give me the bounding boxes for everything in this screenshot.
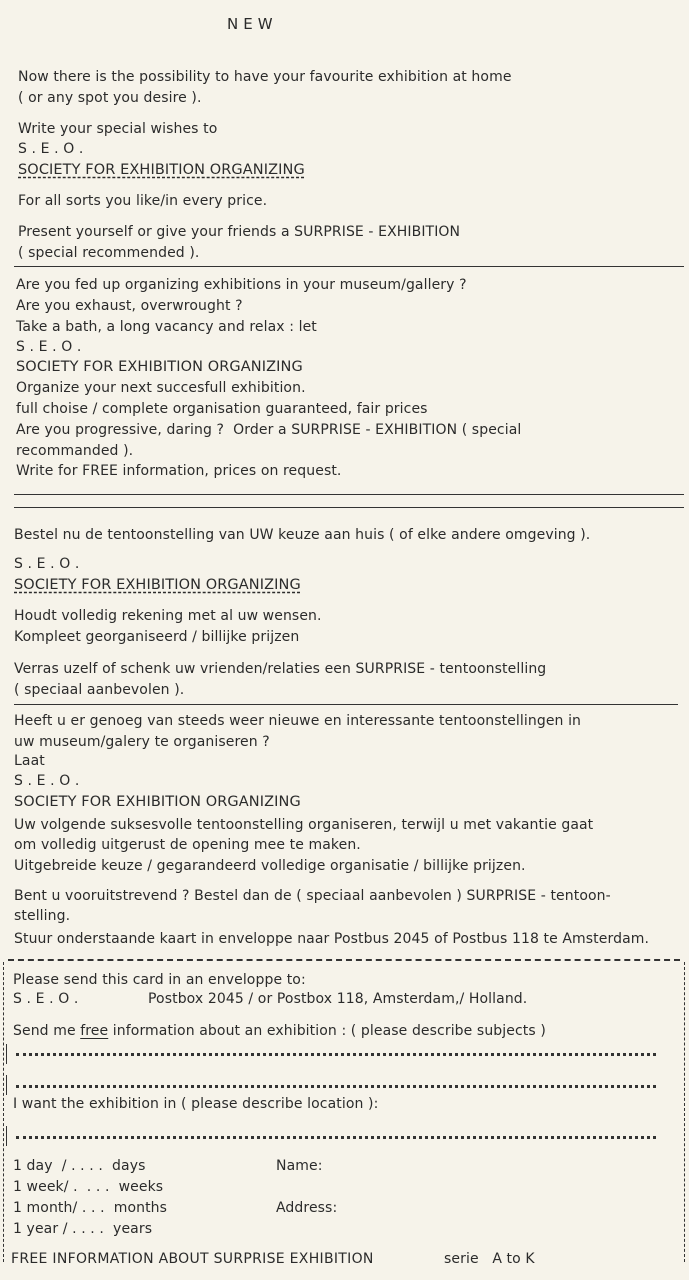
postal-address: Postbox 2045 / or Postbox 118, Amsterdam,/ Holland. [148,991,528,1007]
text-line: Bestel nu de tentoonstelling van UW keuze aan huis ( of elke andere omgeving ). [14,527,591,543]
cut-line-left [3,962,4,1262]
card-instruction: Please send this card in an enveloppe to: [13,972,306,988]
text-line: Present yourself or give your friends a SURPRISE - EXHIBITION [18,224,461,240]
location-field-line[interactable] [16,1136,656,1139]
text-line: recommanded ). [16,443,134,459]
text-line: uw museum/galery te organiseren ? [14,734,270,750]
seo-label: S . E . O . [14,556,80,572]
society-name: SOCIETY FOR EXHIBITION ORGANIZING [18,162,305,178]
seo-label: S . E . O . [14,773,80,789]
text-line: om volledig uitgerust de opening mee te maken. [14,837,361,853]
margin-mark [6,1126,7,1146]
text-line: stelling. [14,908,71,924]
text-line: Organize your next succesfull exhibition. [16,380,306,396]
society-name: SOCIETY FOR EXHIBITION ORGANIZING [14,794,301,810]
text-line: ( or any spot you desire ). [18,90,202,106]
name-label: Name: [276,1158,323,1174]
subjects-field-line-1[interactable] [16,1053,656,1056]
subjects-field-line-2[interactable] [16,1085,656,1088]
location-prompt: I want the exhibition in ( please describe location ): [13,1096,379,1112]
card-footer-series: serie A to K [444,1251,535,1267]
text-line: ( special recommended ). [18,245,200,261]
divider [14,704,678,705]
duration-month[interactable]: 1 month/ . . . months [13,1200,168,1216]
cut-line-right [684,962,685,1262]
divider [14,507,684,508]
society-name: SOCIETY FOR EXHIBITION ORGANIZING [16,359,303,375]
divider [14,266,684,267]
text-line: Heeft u er genoeg van steeds weer nieuwe en interessante tentoonstellingen in [14,713,582,729]
text-line: Are you exhaust, overwrought ? [16,298,243,314]
free-underlined: free [80,1023,109,1039]
seo-label: S . E . O . [16,339,82,355]
text-line: Bent u vooruitstrevend ? Bestel dan de ( speciaal aanbevolen ) SURPRISE - tentoon- [14,888,611,904]
text-line: Verras uzelf of schenk uw vrienden/relaties een SURPRISE - tentoonstelling [14,661,547,677]
duration-year[interactable]: 1 year / . . . . years [13,1221,153,1237]
text-line: Uw volgende suksesvolle tentoonstelling organiseren, terwijl u met vakantie gaat [14,817,594,833]
text-line: Take a bath, a long vacancy and relax : let [16,319,317,335]
text-line: Stuur onderstaande kaart in enveloppe naar Postbus 2045 of Postbus 118 te Amsterdam. [14,931,650,947]
text-line: Are you progressive, daring ? Order a SURPRISE - EXHIBITION ( special [16,422,522,438]
duration-day[interactable]: 1 day / . . . . days [13,1158,146,1174]
text-line: Are you fed up organizing exhibitions in your museum/gallery ? [16,277,467,293]
divider [14,494,684,495]
society-name: SOCIETY FOR EXHIBITION ORGANIZING [14,577,301,593]
text-line: Write your special wishes to [18,121,218,137]
text-line: Now there is the possibility to have your favourite exhibition at home [18,69,512,85]
text-line: Uitgebreide keuze / gegarandeerd volledige organisatie / billijke prijzen. [14,858,526,874]
text-line: ( speciaal aanbevolen ). [14,682,185,698]
text-line: full choise / complete organisation guaranteed, fair prices [16,401,428,417]
cut-line [8,959,680,961]
text-line: Houdt volledig rekening met al uw wensen. [14,608,322,624]
text-line: Write for FREE information, prices on request. [16,463,342,479]
card-footer-title: FREE INFORMATION ABOUT SURPRISE EXHIBITION [11,1251,374,1267]
address-label: Address: [276,1200,338,1216]
page-title: NEW [227,15,278,33]
text-line: Kompleet georganiseerd / billijke prijzen [14,629,300,645]
text-line: Laat [14,753,45,769]
margin-mark [6,1075,7,1095]
seo-label: S . E . O . [18,141,84,157]
duration-week[interactable]: 1 week/ . . . . weeks [13,1179,164,1195]
seo-label: S . E . O . [13,991,79,1007]
send-info-line: Send me free information about an exhibition : ( please describe subjects ) [13,1023,546,1039]
margin-mark [6,1044,7,1064]
text-line: For all sorts you like/in every price. [18,193,268,209]
